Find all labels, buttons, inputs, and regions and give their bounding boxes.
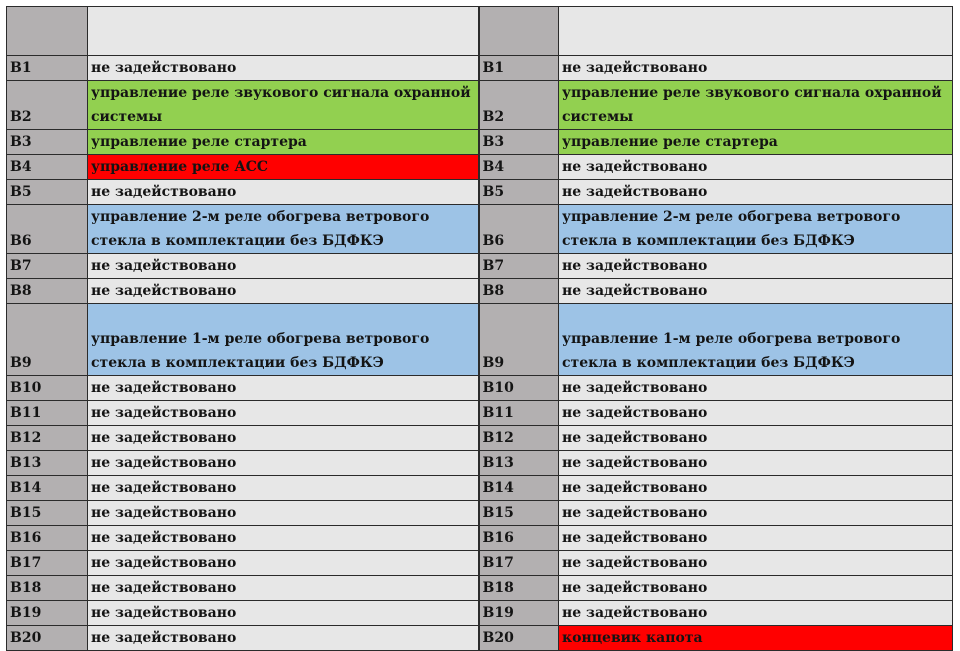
- table-row: [7, 526, 953, 551]
- right-pin-cell: B3: [479, 130, 559, 155]
- table-row: [7, 130, 953, 155]
- left-pin-cell: B2: [7, 81, 88, 130]
- left-pin-cell: B1: [7, 56, 88, 81]
- left-description-cell: не задействовано: [88, 376, 479, 401]
- table-row: [7, 254, 953, 279]
- right-description-cell: не задействовано: [559, 526, 953, 551]
- right-description-cell: управление 1-м реле обогрева ветрового стекла в комплектации без БДФКЭ: [559, 304, 953, 376]
- right-description-cell: не задействовано: [559, 451, 953, 476]
- right-description-cell: не задействовано: [559, 180, 953, 205]
- left-pin-cell: B20: [7, 626, 88, 651]
- right-pin-header-cell: [479, 7, 559, 56]
- right-description-cell: управление реле звукового сигнала охранной системы: [559, 81, 953, 130]
- right-description-cell: концевик капота: [559, 626, 953, 651]
- left-pin-cell: B8: [7, 279, 88, 304]
- left-description-cell: не задействовано: [88, 56, 479, 81]
- left-pin-cell: B6: [7, 205, 88, 254]
- left-description-cell: управление реле звукового сигнала охранной системы: [88, 81, 479, 130]
- right-pin-cell: B18: [479, 576, 559, 601]
- right-pin-cell: B7: [479, 254, 559, 279]
- right-pin-cell: B16: [479, 526, 559, 551]
- right-description-cell: не задействовано: [559, 376, 953, 401]
- table-row: [7, 551, 953, 576]
- left-description-cell: не задействовано: [88, 551, 479, 576]
- right-pin-cell: B1: [479, 56, 559, 81]
- right-description-cell: управление реле стартера: [559, 130, 953, 155]
- left-pin-cell: B19: [7, 601, 88, 626]
- right-description-cell: не задействовано: [559, 155, 953, 180]
- right-desc-header-cell: [559, 7, 953, 56]
- right-pin-cell: B15: [479, 501, 559, 526]
- pinout-table: [6, 6, 953, 651]
- left-description-cell: управление 2-м реле обогрева ветрового стекла в комплектации без БДФКЭ: [88, 205, 479, 254]
- left-description-cell: управление реле АСС: [88, 155, 479, 180]
- right-description-cell: управление 2-м реле обогрева ветрового стекла в комплектации без БДФКЭ: [559, 205, 953, 254]
- right-pin-cell: B2: [479, 81, 559, 130]
- table-row: [7, 304, 953, 376]
- right-pin-cell: B19: [479, 601, 559, 626]
- table-row: [7, 81, 953, 130]
- table-row: [7, 626, 953, 651]
- table-row: [7, 601, 953, 626]
- right-pin-cell: B20: [479, 626, 559, 651]
- left-description-cell: не задействовано: [88, 279, 479, 304]
- right-pin-cell: B8: [479, 279, 559, 304]
- left-pin-cell: B14: [7, 476, 88, 501]
- left-pin-cell: B5: [7, 180, 88, 205]
- right-pin-cell: B12: [479, 426, 559, 451]
- left-pin-cell: B17: [7, 551, 88, 576]
- right-pin-cell: B6: [479, 205, 559, 254]
- left-description-cell: не задействовано: [88, 180, 479, 205]
- right-pin-cell: B4: [479, 155, 559, 180]
- left-pin-cell: B18: [7, 576, 88, 601]
- left-description-cell: управление 1-м реле обогрева ветрового стекла в комплектации без БДФКЭ: [88, 304, 479, 376]
- left-description-cell: управление реле стартера: [88, 130, 479, 155]
- left-desc-header-cell: [88, 7, 479, 56]
- left-pin-cell: B4: [7, 155, 88, 180]
- table-row: [7, 401, 953, 426]
- table-row: [7, 476, 953, 501]
- left-pin-cell: B16: [7, 526, 88, 551]
- right-pin-cell: B5: [479, 180, 559, 205]
- left-pin-cell: B13: [7, 451, 88, 476]
- right-pin-cell: B13: [479, 451, 559, 476]
- pinout-document: [6, 6, 952, 651]
- table-row: [7, 180, 953, 205]
- table-row: [7, 501, 953, 526]
- left-pin-cell: B11: [7, 401, 88, 426]
- right-description-cell: не задействовано: [559, 576, 953, 601]
- table-row: [7, 576, 953, 601]
- left-pin-cell: B15: [7, 501, 88, 526]
- right-description-cell: не задействовано: [559, 401, 953, 426]
- left-description-cell: не задействовано: [88, 426, 479, 451]
- left-description-cell: не задействовано: [88, 501, 479, 526]
- left-pin-cell: B12: [7, 426, 88, 451]
- right-description-cell: не задействовано: [559, 476, 953, 501]
- left-pin-cell: B3: [7, 130, 88, 155]
- table-row: [7, 279, 953, 304]
- table-row: [7, 426, 953, 451]
- left-pin-cell: B7: [7, 254, 88, 279]
- right-pin-cell: B14: [479, 476, 559, 501]
- right-description-cell: не задействовано: [559, 279, 953, 304]
- table-row: [7, 205, 953, 254]
- right-description-cell: не задействовано: [559, 254, 953, 279]
- left-description-cell: не задействовано: [88, 626, 479, 651]
- table-row: [7, 155, 953, 180]
- table-row: [7, 451, 953, 476]
- left-description-cell: не задействовано: [88, 254, 479, 279]
- right-description-cell: не задействовано: [559, 601, 953, 626]
- left-pin-header-cell: [7, 7, 88, 56]
- left-description-cell: не задействовано: [88, 401, 479, 426]
- right-description-cell: не задействовано: [559, 501, 953, 526]
- right-pin-cell: B11: [479, 401, 559, 426]
- left-description-cell: не задействовано: [88, 576, 479, 601]
- header-row: [7, 7, 953, 56]
- right-pin-cell: B10: [479, 376, 559, 401]
- left-description-cell: не задействовано: [88, 526, 479, 551]
- right-pin-cell: B9: [479, 304, 559, 376]
- right-pin-cell: B17: [479, 551, 559, 576]
- left-description-cell: не задействовано: [88, 601, 479, 626]
- table-row: [7, 56, 953, 81]
- left-pin-cell: B10: [7, 376, 88, 401]
- left-pin-cell: B9: [7, 304, 88, 376]
- right-description-cell: не задействовано: [559, 551, 953, 576]
- left-description-cell: не задействовано: [88, 451, 479, 476]
- table-row: [7, 376, 953, 401]
- left-description-cell: не задействовано: [88, 476, 479, 501]
- right-description-cell: не задействовано: [559, 56, 953, 81]
- right-description-cell: не задействовано: [559, 426, 953, 451]
